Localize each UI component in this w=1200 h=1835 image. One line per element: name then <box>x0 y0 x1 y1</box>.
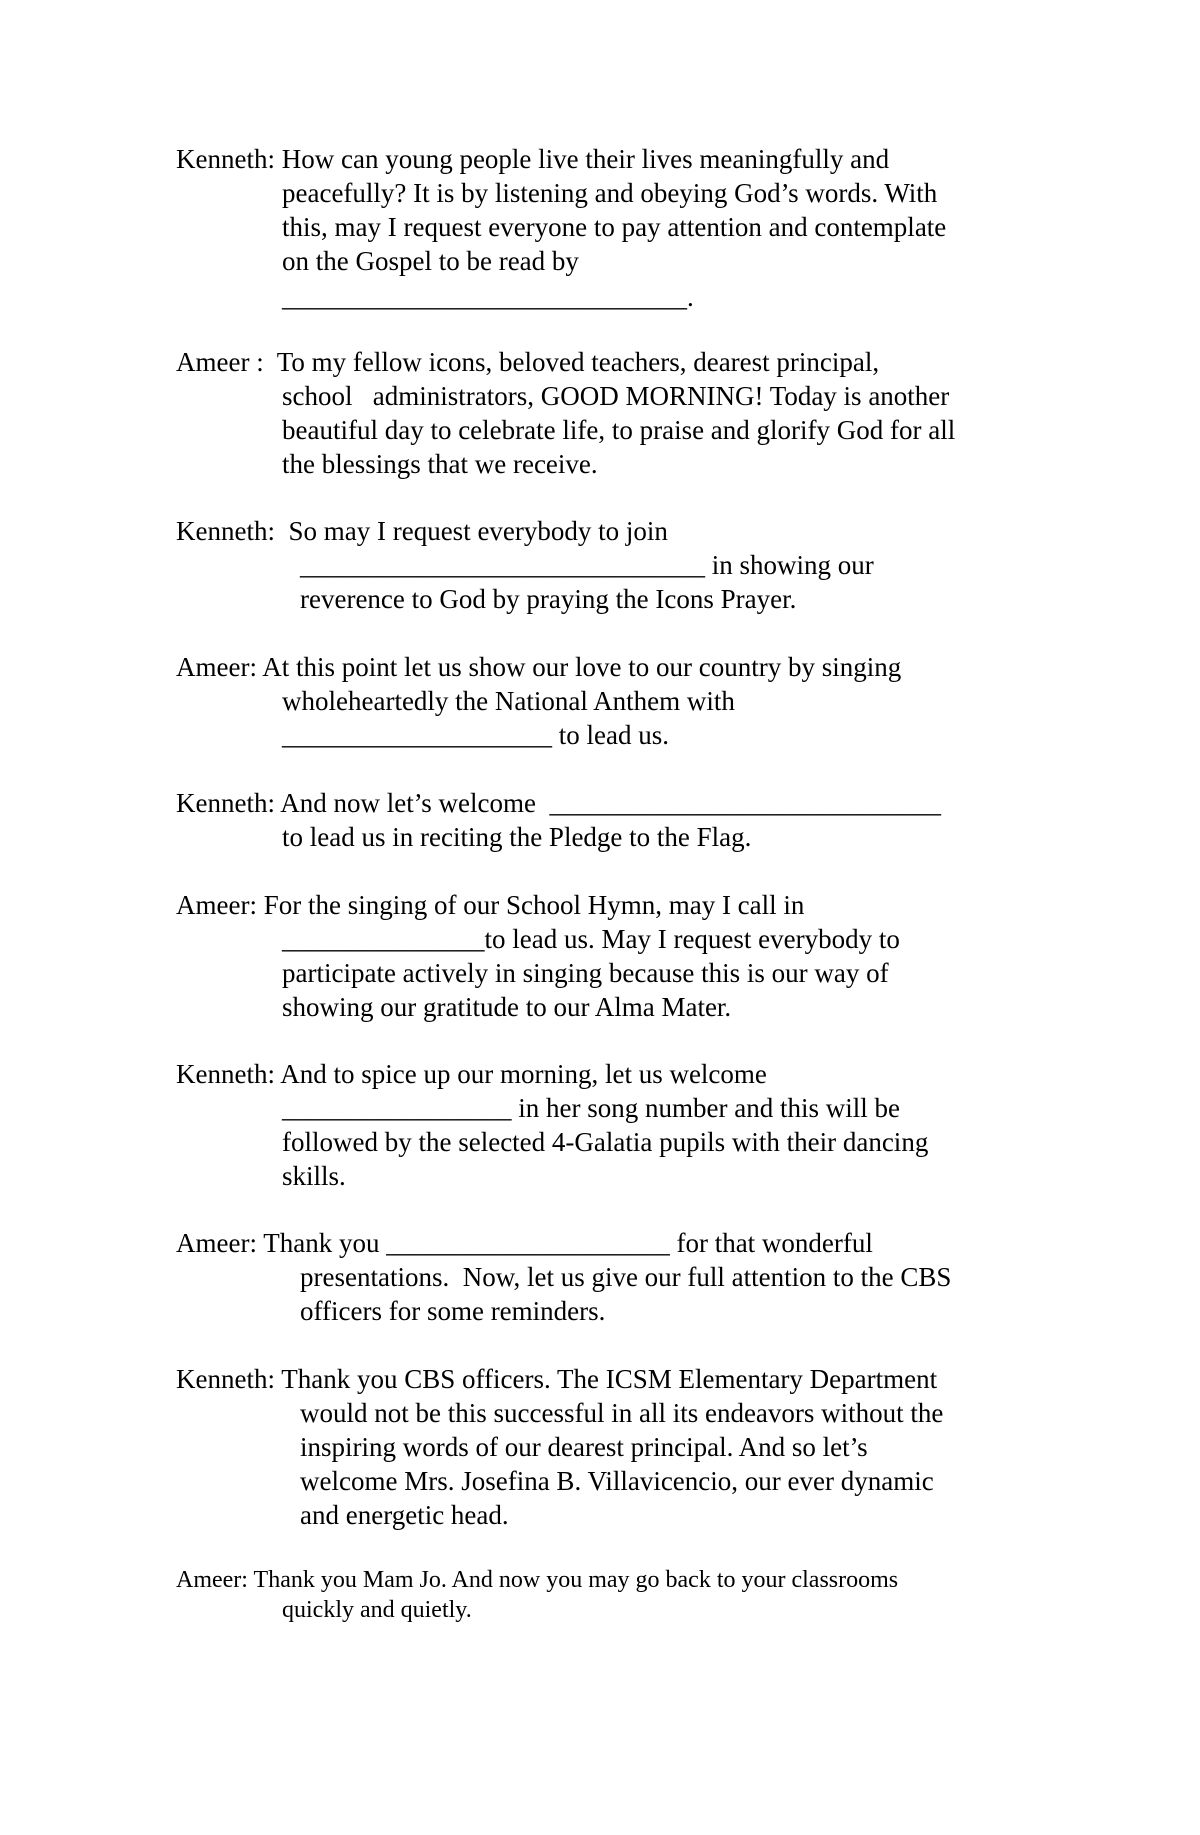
dialogue-text: To my fellow icons, beloved teachers, dearest principal, <box>263 347 880 377</box>
speaker-name: Kenneth: <box>176 1059 275 1089</box>
dialogue-text: At this point let us show our love to our country by singing <box>256 652 902 682</box>
line-2: quickly and quietly. <box>282 1597 472 1623</box>
dialogue-text: Thank you _____________________ for that wonderful <box>256 1228 873 1258</box>
line-5: and energetic head. <box>300 1500 509 1530</box>
line-1 <box>176 1565 898 1595</box>
speaker-name: Ameer : <box>176 347 264 377</box>
line-3: followed by the selected 4-Galatia pupils with their dancing <box>282 1127 929 1157</box>
dialogue-text: Thank you CBS officers. The ICSM Elementary Department <box>274 1364 938 1394</box>
line-1 <box>176 1057 767 1091</box>
line-1 <box>176 650 901 684</box>
line-3: ____________________ to lead us. <box>282 720 669 750</box>
line-3: officers for some reminders. <box>300 1296 606 1326</box>
line-2: presentations. Now, let us give our full attention to the CBS <box>300 1262 952 1292</box>
speaker-name: Ameer: <box>176 652 257 682</box>
line-2: school administrators, GOOD MORNING! Today is another <box>282 381 950 411</box>
line-2: wholeheartedly the National Anthem with <box>282 686 735 716</box>
line-1 <box>176 142 889 176</box>
line-1 <box>176 1226 873 1260</box>
line-1 <box>176 786 941 820</box>
blank-line: ______________________________. <box>282 282 694 312</box>
line-4: the blessings that we receive. <box>282 449 598 479</box>
line-2: to lead us in reciting the Pledge to the Flag. <box>282 822 752 852</box>
line-1 <box>176 514 668 548</box>
dialogue-text: So may I request everybody to join <box>274 516 668 546</box>
line-1 <box>176 345 879 379</box>
line-4: showing our gratitude to our Alma Mater. <box>282 992 732 1022</box>
line-2: would not be this successful in all its endeavors without the <box>300 1398 944 1428</box>
line-3: this, may I request everyone to pay attention and contemplate <box>282 212 947 242</box>
speaker-name: Kenneth: <box>176 144 275 174</box>
line-2: ______________________________ in showing our <box>300 550 874 580</box>
line-4: welcome Mrs. Josefina B. Villavicencio, our ever dynamic <box>300 1466 934 1496</box>
line-1 <box>176 1362 937 1396</box>
line-2: peacefully? It is by listening and obeying God’s words. With <box>282 178 938 208</box>
speaker-name: Kenneth: <box>176 516 275 546</box>
line-3: reverence to God by praying the Icons Prayer. <box>300 584 797 614</box>
line-1 <box>176 888 804 922</box>
speaker-name: Ameer: <box>176 890 257 920</box>
line-3: participate actively in singing because this is our way of <box>282 958 889 988</box>
speaker-name: Kenneth: <box>176 788 275 818</box>
dialogue-text: And now let’s welcome _____________________________ <box>274 788 941 818</box>
speaker-name: Ameer: <box>176 1228 257 1258</box>
dialogue-text: And to spice up our morning, let us welcome <box>274 1059 767 1089</box>
line-3: inspiring words of our dearest principal. And so let’s <box>300 1432 868 1462</box>
speaker-name: Kenneth: <box>176 1364 275 1394</box>
line-4: skills. <box>282 1161 346 1191</box>
dialogue-text: For the singing of our School Hymn, may I call in <box>256 890 805 920</box>
dialogue-text: Thank you Mam Jo. And now you may go back to your classrooms <box>247 1567 899 1593</box>
speaker-name: Ameer: <box>176 1567 248 1593</box>
line-2: _______________to lead us. May I request everybody to <box>282 924 900 954</box>
line-4: on the Gospel to be read by <box>282 246 579 276</box>
line-2: _________________ in her song number and this will be <box>282 1093 900 1123</box>
line-3: beautiful day to celebrate life, to praise and glorify God for all <box>282 415 956 445</box>
dialogue-text: How can young people live their lives meaningfully and <box>274 144 890 174</box>
